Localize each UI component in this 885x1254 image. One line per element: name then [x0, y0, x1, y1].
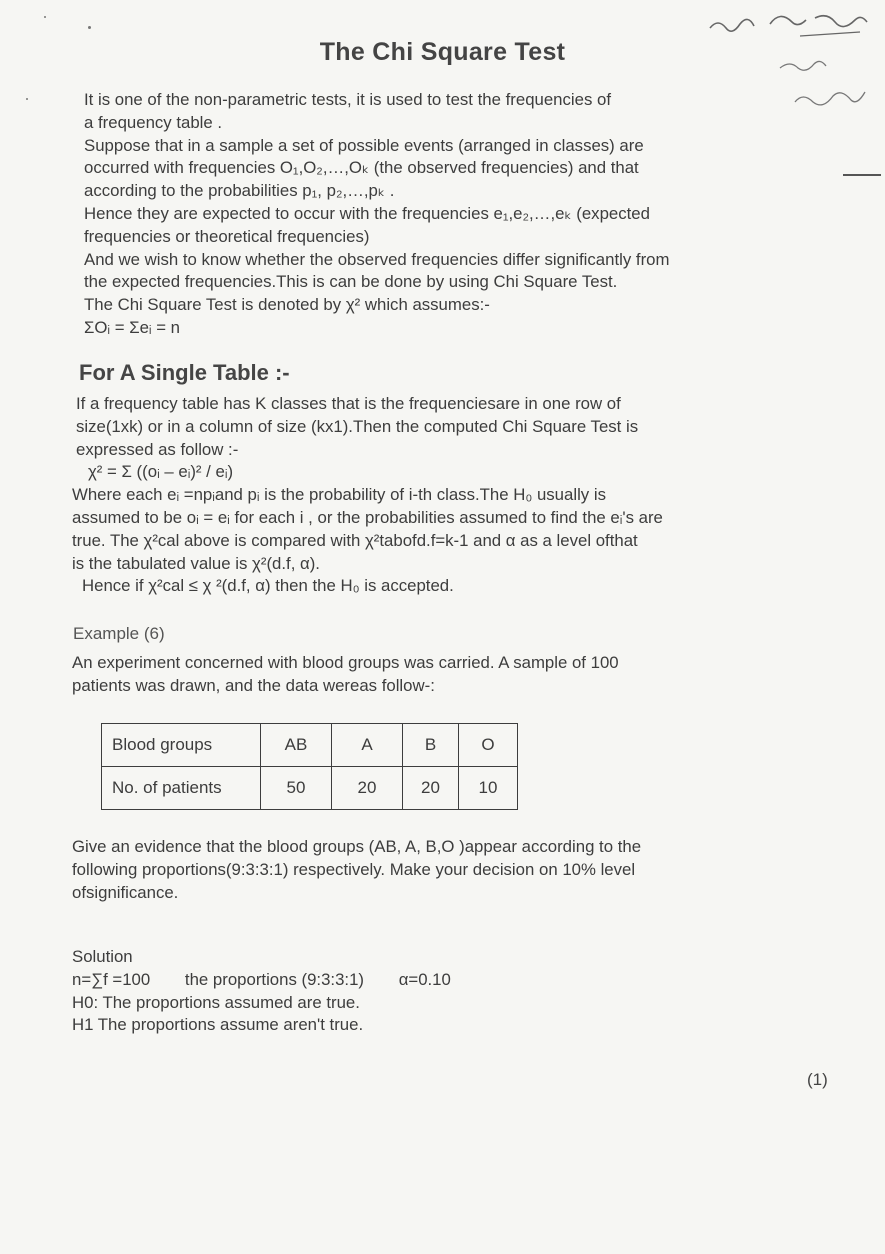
scan-speck — [88, 26, 91, 29]
page-title: The Chi Square Test — [319, 38, 566, 66]
text-line: Suppose that in a sample a set of possible events (arranged in classes) are — [84, 135, 644, 155]
example-paragraph — [72, 652, 619, 698]
table-row — [102, 767, 518, 810]
text-line: a frequency table . — [84, 112, 223, 132]
alt-hypothesis: H1 The proportions assume aren't true. — [72, 1015, 364, 1035]
example-heading: Example (6) — [73, 624, 165, 643]
text-line: size(1xk) or in a column of size (kx1).Then the computed Chi Square Test is — [76, 416, 639, 436]
table-cell: O — [459, 724, 518, 767]
section-heading: For A Single Table :- — [79, 360, 290, 385]
alpha-level: α=0.10 — [398, 969, 451, 989]
text-line: Give an evidence that the blood groups (AB, A, B,O )appear according to the — [72, 837, 642, 856]
decision-rule: Hence if χ²cal ≤ χ ²(d.f, α) then the H₀ is accepted. — [82, 576, 454, 596]
sum-equation: ΣOᵢ = Σeᵢ = n — [84, 317, 180, 337]
intro-paragraph — [84, 89, 669, 340]
chi-square-formula: χ² = Σ ((oᵢ – eᵢ)² / eᵢ) — [88, 462, 234, 482]
table-cell: B — [403, 724, 459, 767]
table-row — [102, 724, 518, 767]
blood-group-table — [101, 723, 518, 810]
table-cell: No. of patients — [102, 767, 261, 810]
table-cell: 10 — [459, 767, 518, 810]
text-line: patients was drawn, and the data wereas follow-: — [72, 675, 435, 695]
solution-block — [72, 946, 451, 1037]
text-line: expressed as follow :- — [76, 439, 239, 459]
table-cell: AB — [261, 724, 332, 767]
text-line: following proportions(9:3:3:1) respectively. Make your decision on 10% level — [72, 859, 636, 879]
text-line: Hence they are expected to occur with the frequencies e₁,e₂,…,eₖ (expected — [84, 203, 650, 223]
text-line: It is one of the non-parametric tests, it is used to test the frequencies of — [84, 90, 612, 109]
single-table-paragraph — [72, 393, 663, 598]
text-line: ofsignificance. — [72, 882, 179, 902]
text-line: And we wish to know whether the observed frequencies differ significantly from — [84, 249, 670, 269]
scan-speck — [26, 98, 28, 100]
table-cell: A — [332, 724, 403, 767]
table-cell: Blood groups — [102, 724, 261, 767]
table-cell: 50 — [261, 767, 332, 810]
table-cell: 20 — [332, 767, 403, 810]
text-line: An experiment concerned with blood groups was carried. A sample of 100 — [72, 653, 619, 672]
scan-speck — [44, 16, 46, 18]
text-line: occurred with frequencies O₁,O₂,…,Oₖ (the observed frequencies) and that — [84, 158, 639, 178]
text-line: frequencies or theoretical frequencies) — [84, 226, 370, 246]
text-line: the expected frequencies.This is can be done by using Chi Square Test. — [84, 272, 618, 292]
text-line: is the tabulated value is χ²(d.f, α). — [72, 553, 320, 573]
text-line: assumed to be oᵢ = eᵢ for each i , or the probabilities assumed to find the eᵢ's are — [72, 507, 663, 527]
margin-mark — [843, 174, 881, 176]
table-cell: 20 — [403, 767, 459, 810]
sample-size: n=∑f =100 — [72, 969, 151, 989]
text-line: according to the probabilities p₁, p₂,…,pₖ . — [84, 181, 395, 201]
null-hypothesis: H0: The proportions assumed are true. — [72, 992, 360, 1012]
solution-givens — [72, 969, 451, 992]
text-line: Where each eᵢ =npᵢand pᵢ is the probability of i-th class.The H₀ usually is — [72, 485, 606, 505]
question-paragraph — [72, 836, 641, 904]
page-number: (1) — [807, 1070, 828, 1089]
proportions: the proportions (9:3:3:1) — [184, 969, 365, 989]
text-line: The Chi Square Test is denoted by χ² which assumes:- — [84, 295, 490, 315]
text-line: true. The χ²cal above is compared with χ²tabofd.f=k-1 and α as a level ofthat — [72, 530, 638, 550]
solution-heading: Solution — [72, 947, 133, 966]
text-line: If a frequency table has K classes that is the frequenciesare in one row of — [76, 394, 621, 413]
